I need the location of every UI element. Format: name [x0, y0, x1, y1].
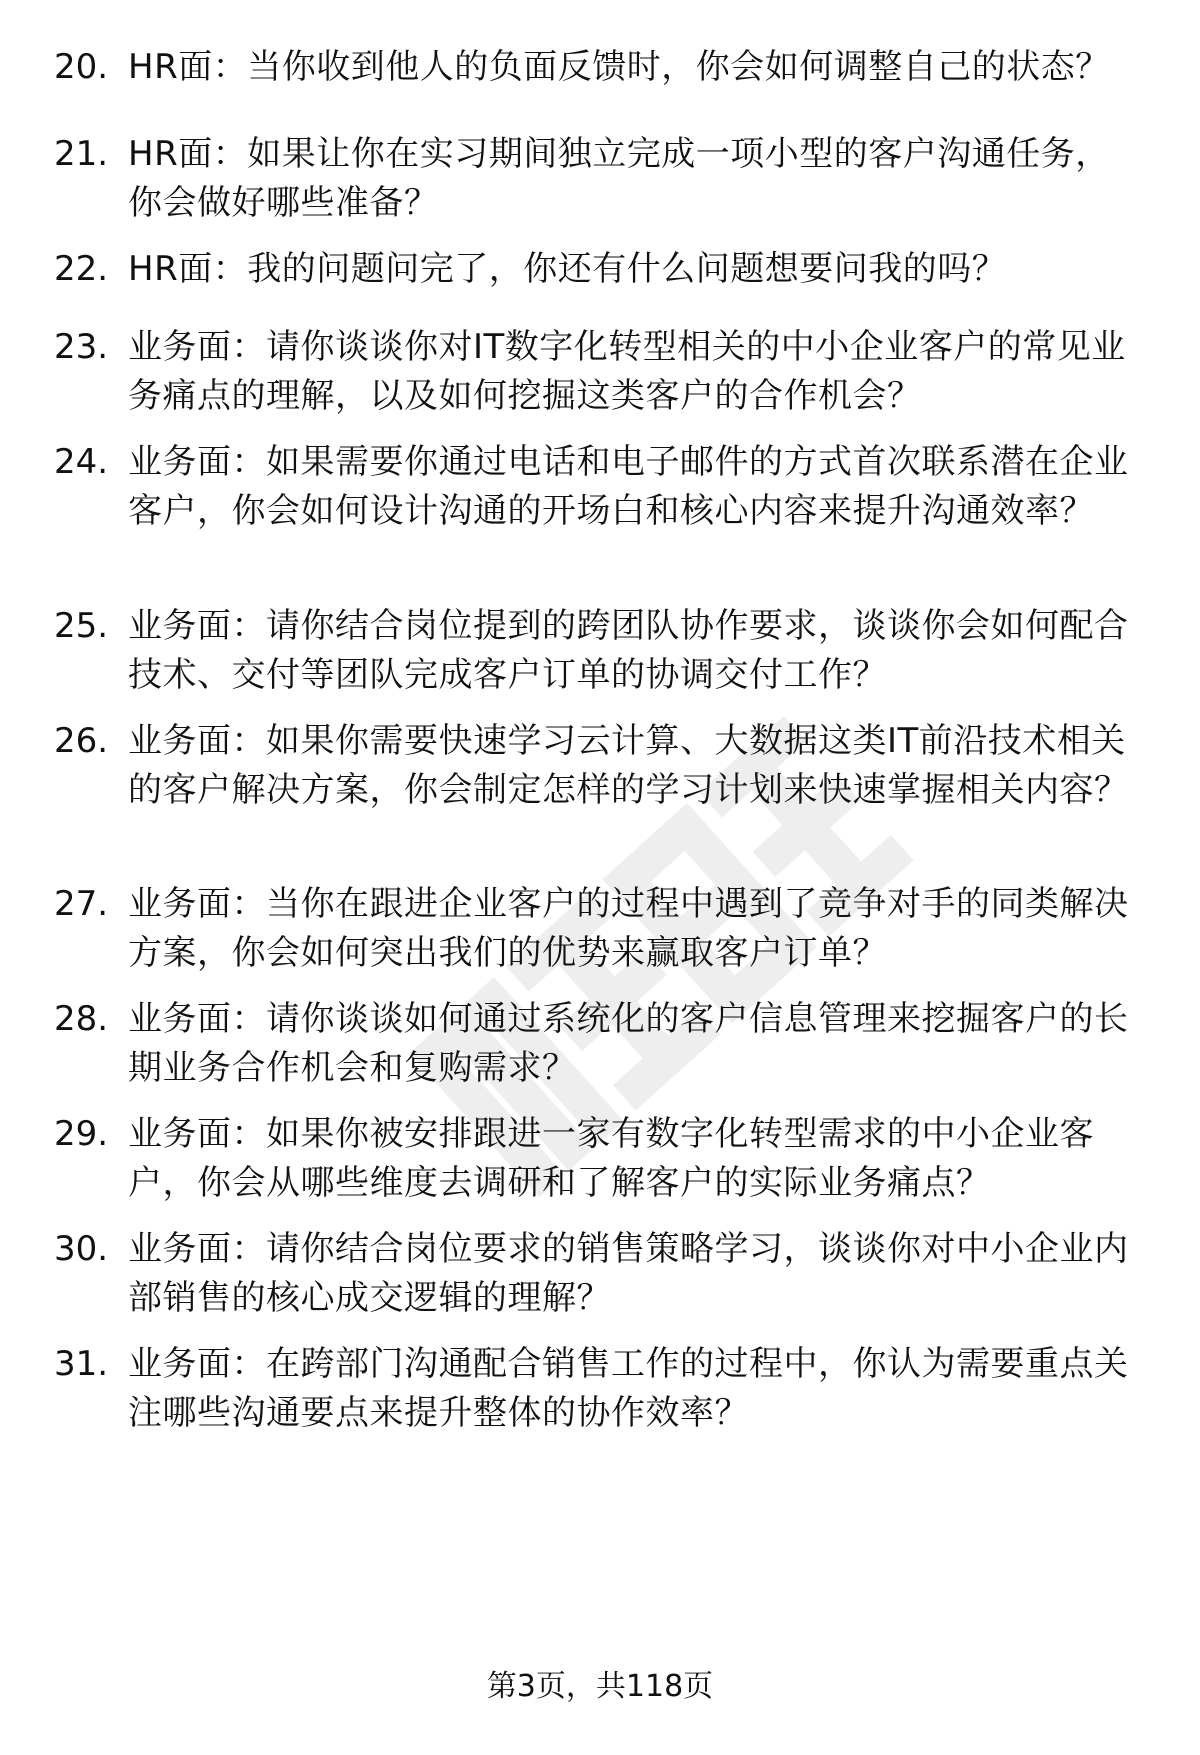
question-text: 业务面：在跨部门沟通配合销售工作的过程中，你认为需要重点关注哪些沟通要点来提升整体的协作效率？	[128, 1344, 1129, 1433]
question-number: 26.	[54, 721, 109, 761]
question-text: HR面：如果让你在实习期间独立完成一项小型的客户沟通任务，你会做好哪些准备？	[128, 134, 1110, 223]
question-number: 20.	[54, 47, 109, 87]
question-text: 业务面：请你结合岗位要求的销售策略学习，谈谈你对中小企业内部销售的核心成交逻辑的理解？	[128, 1229, 1129, 1318]
question-number: 29.	[54, 1114, 109, 1154]
question-text: 业务面：如果需要你通过电话和电子邮件的方式首次联系潜在企业客户，你会如何设计沟通的开场白和核心内容来提升沟通效率？	[128, 442, 1129, 531]
question-number: 31.	[54, 1344, 109, 1384]
question-text: 业务面：如果你需要快速学习云计算、大数据这类IT前沿技术相关的客户解决方案，你会制定怎样的学习计划来快速掌握相关内容？	[128, 721, 1129, 810]
question-number: 25.	[54, 606, 109, 646]
question-number: 28.	[54, 999, 109, 1039]
question-number: 21.	[54, 134, 109, 174]
page-number-footer: 第3页，共118页	[486, 1669, 714, 1704]
question-text: 业务面：请你谈谈你对IT数字化转型相关的中小企业客户的常见业务痛点的理解，以及如何挖掘这类客户的合作机会？	[128, 327, 1126, 416]
question-text: HR面：我的问题问完了，你还有什么问题想要问我的吗？	[128, 249, 1007, 289]
question-text: 业务面：如果你被安排跟进一家有数字化转型需求的中小企业客户，你会从哪些维度去调研和了解客户的实际业务痛点？	[128, 1114, 1094, 1203]
question-text: 业务面：当你在跟进企业客户的过程中遇到了竞争对手的同类解决方案，你会如何突出我们的优势来赢取客户订单？	[128, 884, 1129, 973]
question-number: 30.	[54, 1229, 109, 1269]
question-number: 27.	[54, 884, 109, 924]
question-text: HR面：当你收到他人的负面反馈时，你会如何调整自己的状态？	[128, 47, 1110, 87]
question-number: 24.	[54, 442, 109, 482]
question-number: 22.	[54, 249, 109, 289]
question-number: 23.	[54, 327, 109, 367]
question-text: 业务面：请你结合岗位提到的跨团队协作要求，谈谈你会如何配合技术、交付等团队完成客户订单的协调交付工作？	[128, 606, 1129, 695]
question-text: 业务面：请你谈谈如何通过系统化的客户信息管理来挖掘客户的长期业务合作机会和复购需求？	[128, 999, 1129, 1088]
